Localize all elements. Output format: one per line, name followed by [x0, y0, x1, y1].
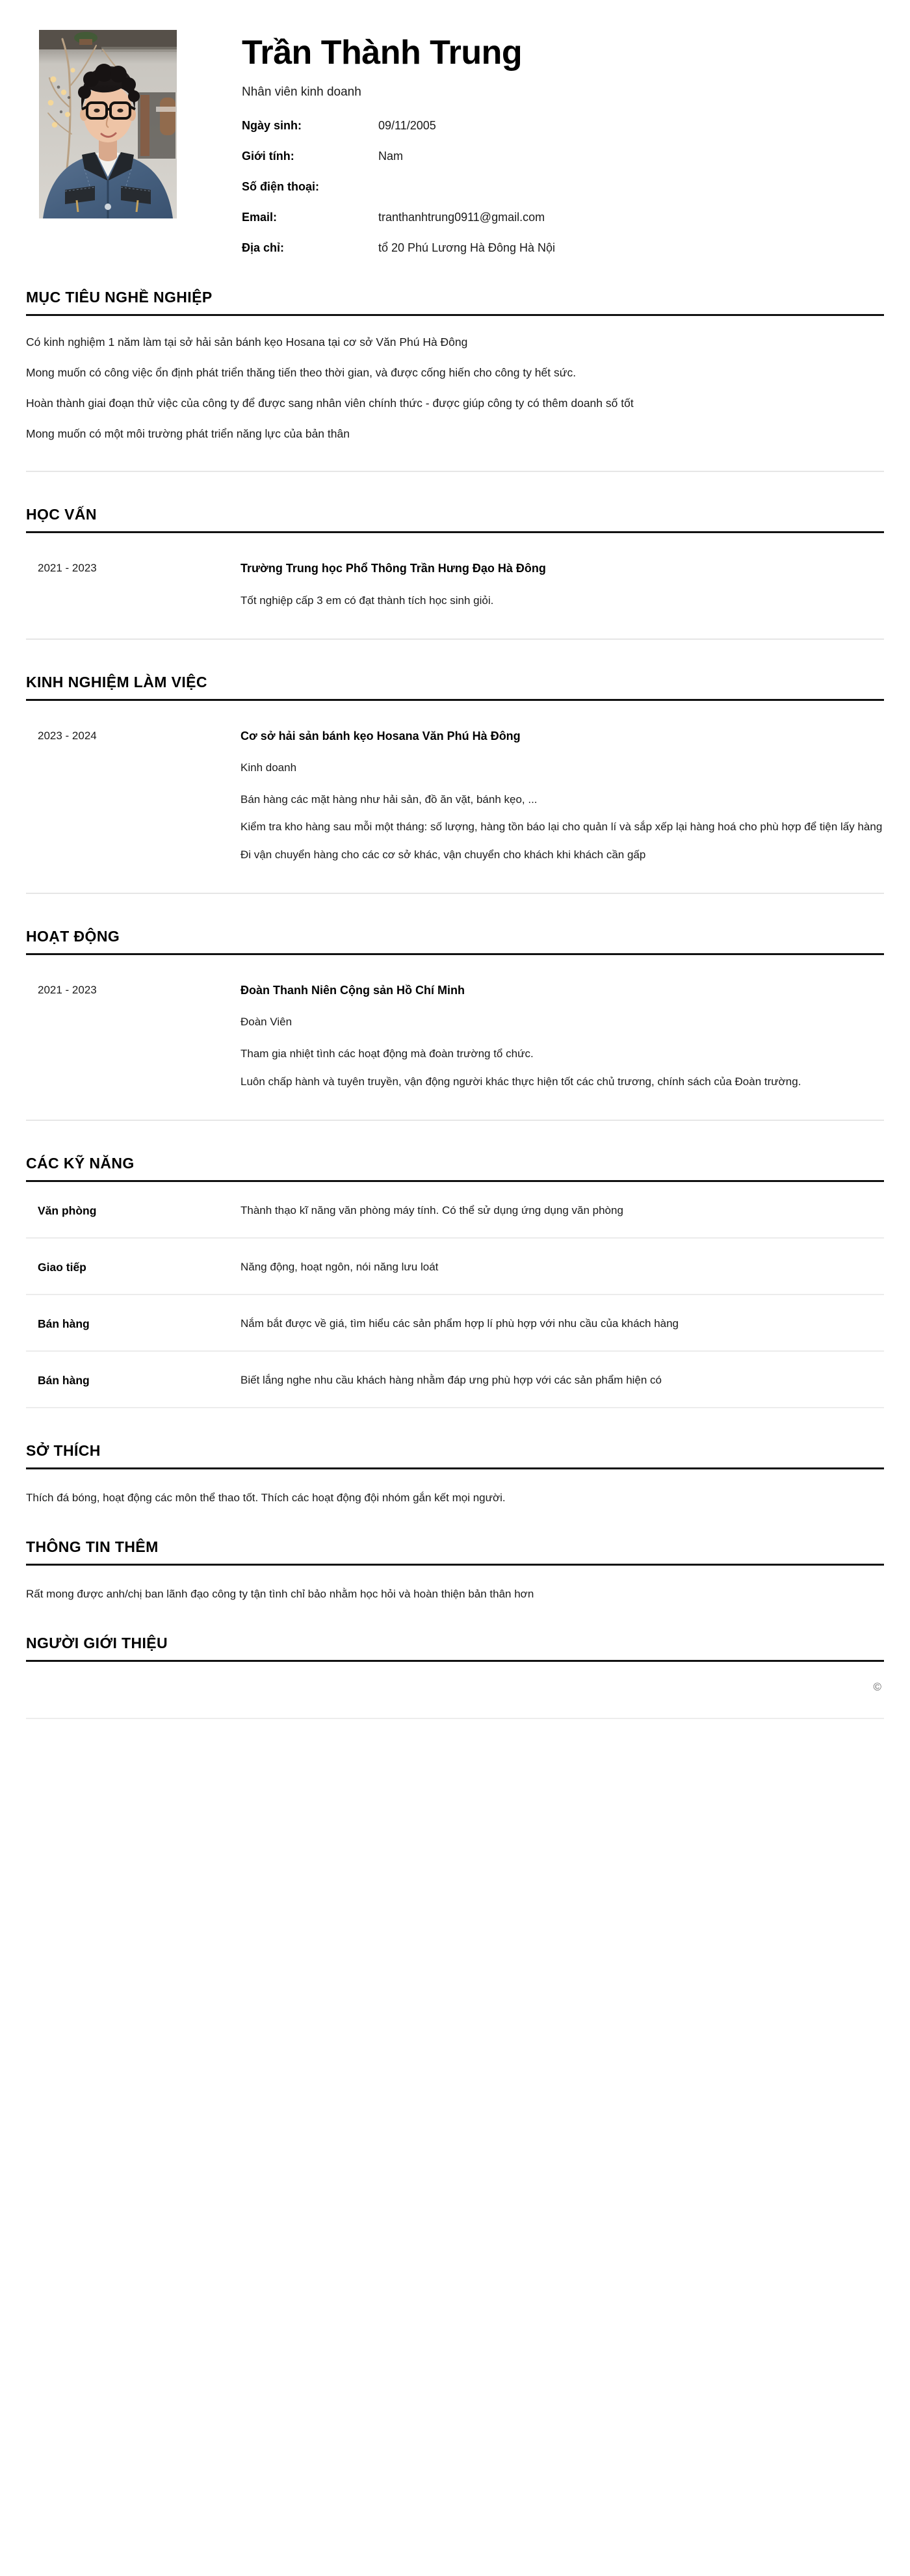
portrait-illustration [39, 30, 177, 218]
info-value-email: tranthanhtrung0911@gmail.com [378, 210, 545, 224]
entry-description [240, 793, 884, 863]
footer-divider [26, 1718, 884, 1719]
section-divider [26, 953, 884, 955]
entry-main [240, 984, 884, 1090]
info-value-gender: Nam [378, 149, 404, 163]
section-activities [25, 893, 885, 1090]
skill-description: Năng động, hoạt ngôn, nói năng lưu loát [240, 1261, 439, 1274]
header-info [242, 30, 885, 255]
entry-period: 2021 - 2023 [38, 984, 97, 997]
section-divider [26, 1564, 884, 1566]
section-skills [25, 1120, 885, 1408]
objective-line: Mong muốn có công việc ổn định phát triển thăng tiến theo thời gian, và được cống hiến cho công ty hết sức. [26, 365, 577, 379]
section-spacer-rule [26, 638, 884, 640]
skill-row [26, 1182, 884, 1239]
entry-role: Kinh doanh [240, 761, 297, 774]
info-row-dob [242, 119, 885, 133]
page-title: Trần Thành Trung [242, 34, 523, 72]
entry-description [240, 1047, 884, 1090]
skill-name: Bán hàng [38, 1317, 90, 1331]
section-additional [25, 1538, 885, 1601]
section-divider [26, 699, 884, 701]
info-row-email [242, 211, 885, 224]
info-label-address: Địa chỉ: [242, 241, 285, 254]
section-title-hobbies: SỞ THÍCH [26, 1442, 101, 1460]
skill-row [26, 1239, 884, 1295]
section-divider [26, 1467, 884, 1469]
info-label-dob: Ngày sinh: [242, 118, 302, 132]
info-value-address: tổ 20 Phú Lương Hà Đông Hà Nội [378, 241, 556, 254]
entry-organization: Cơ sở hải sản bánh kẹo Hosana Văn Phú Hà Đông [240, 729, 521, 743]
personal-info-table [242, 119, 885, 255]
section-education [25, 471, 885, 609]
entry-main [240, 729, 884, 863]
skill-name: Giao tiếp [38, 1261, 86, 1274]
entry-role: Đoàn Viên [240, 1016, 292, 1029]
skill-description: Thành thạo kĩ năng văn phòng máy tính. Có thể sử dụng ứng dụng văn phòng [240, 1204, 623, 1217]
section-references [25, 1635, 885, 1719]
section-title-education: HỌC VẤN [26, 505, 97, 523]
skill-description: Biết lắng nghe nhu cầu khách hàng nhằm đáp ưng phù hợp với các sản phẩm hiện có [240, 1374, 662, 1387]
section-spacer-rule [26, 1120, 884, 1121]
section-title-references: NGƯỜI GIỚI THIỆU [26, 1635, 168, 1652]
section-title-activities: HOẠT ĐỘNG [26, 928, 120, 945]
section-hobbies [25, 1442, 885, 1505]
section-title-skills: CÁC KỸ NĂNG [26, 1155, 135, 1172]
experience-entry [26, 729, 884, 863]
skill-description: Nắm bắt được về giá, tìm hiểu các sản phẩm hợp lí phù hợp với nhu cầu của khách hàng [240, 1317, 679, 1330]
objective-list [26, 335, 884, 441]
entry-detail-line: Bán hàng các mặt hàng như hải sản, đồ ăn vặt, bánh kẹo, ... [240, 793, 538, 806]
info-row-phone [242, 180, 885, 194]
copyright-icon: © [873, 1681, 881, 1694]
skill-row [26, 1295, 884, 1352]
additional-text: Rất mong được anh/chị ban lãnh đạo công ty tận tình chỉ bảo nhằm học hỏi và hoàn thiện bản thân hơn [26, 1588, 534, 1601]
info-label-gender: Giới tính: [242, 149, 294, 163]
entry-detail-line: Luôn chấp hành và tuyên truyền, vận động người khác thực hiện tốt các chủ trương, chính sách của Đoàn trường. [240, 1075, 801, 1088]
objective-line: Hoàn thành giai đoạn thử việc của công ty để được sang nhân viên chính thức - được giúp công ty có thêm doanh số tốt [26, 396, 634, 410]
objective-line: Mong muốn có một môi trường phát triển năng lực của bản thân [26, 427, 350, 440]
activity-entry [26, 984, 884, 1090]
section-title-additional: THÔNG TIN THÊM [26, 1538, 159, 1556]
skill-row [26, 1352, 884, 1408]
hobbies-text: Thích đá bóng, hoạt động các môn thể thao tốt. Thích các hoạt động đội nhóm gắn kết mọi người. [26, 1492, 506, 1505]
entry-detail-line: Tốt nghiệp cấp 3 em có đạt thành tích học sinh giỏi. [240, 594, 494, 607]
section-spacer-rule [26, 893, 884, 894]
section-title-objective: MỤC TIÊU NGHỀ NGHIỆP [26, 288, 213, 306]
section-objective [25, 289, 885, 441]
skill-name: Văn phòng [38, 1204, 97, 1218]
entry-period: 2021 - 2023 [38, 561, 97, 574]
job-title: Nhân viên kinh doanh [242, 85, 361, 99]
info-label-phone: Số điện thoại: [242, 179, 319, 193]
entry-main [240, 562, 884, 609]
references-body [26, 1662, 884, 1718]
section-divider [26, 531, 884, 533]
section-experience [25, 638, 885, 863]
education-entry [26, 562, 884, 609]
entry-detail-line: Kiểm tra kho hàng sau mỗi một tháng: số lượng, hàng tồn báo lại cho quản lí và sắp xếp lại hàng hoá cho phù hợp để tiện lấy hàng [240, 821, 883, 834]
info-label-email: Email: [242, 210, 278, 224]
entry-period: 2023 - 2024 [38, 729, 97, 742]
info-value-dob: 09/11/2005 [378, 118, 436, 132]
entry-organization: Đoàn Thanh Niên Cộng sản Hồ Chí Minh [240, 984, 465, 997]
section-spacer-rule [26, 471, 884, 472]
entry-description [240, 594, 884, 609]
hobbies-body [26, 1492, 884, 1505]
entry-detail-line: Tham gia nhiệt tình các hoạt động mà đoàn trường tổ chức. [240, 1047, 534, 1060]
objective-line: Có kinh nghiệm 1 năm làm tại sở hải sản bánh kẹo Hosana tại cơ sở Văn Phú Hà Đông [26, 335, 468, 348]
profile-photo [39, 30, 177, 218]
entry-detail-line: Đi vận chuyển hàng cho các cơ sở khác, vận chuyển cho khách khi khách cần gấp [240, 848, 646, 861]
section-title-experience: KINH NGHIỆM LÀM VIỆC [26, 673, 207, 690]
info-row-gender [242, 150, 885, 163]
section-divider [26, 314, 884, 316]
additional-body [26, 1588, 884, 1601]
info-row-address [242, 241, 885, 255]
entry-organization: Trường Trung học Phổ Thông Trần Hưng Đạo Hà Đông [240, 561, 546, 575]
cv-header [25, 0, 885, 255]
skill-name: Bán hàng [38, 1374, 90, 1387]
